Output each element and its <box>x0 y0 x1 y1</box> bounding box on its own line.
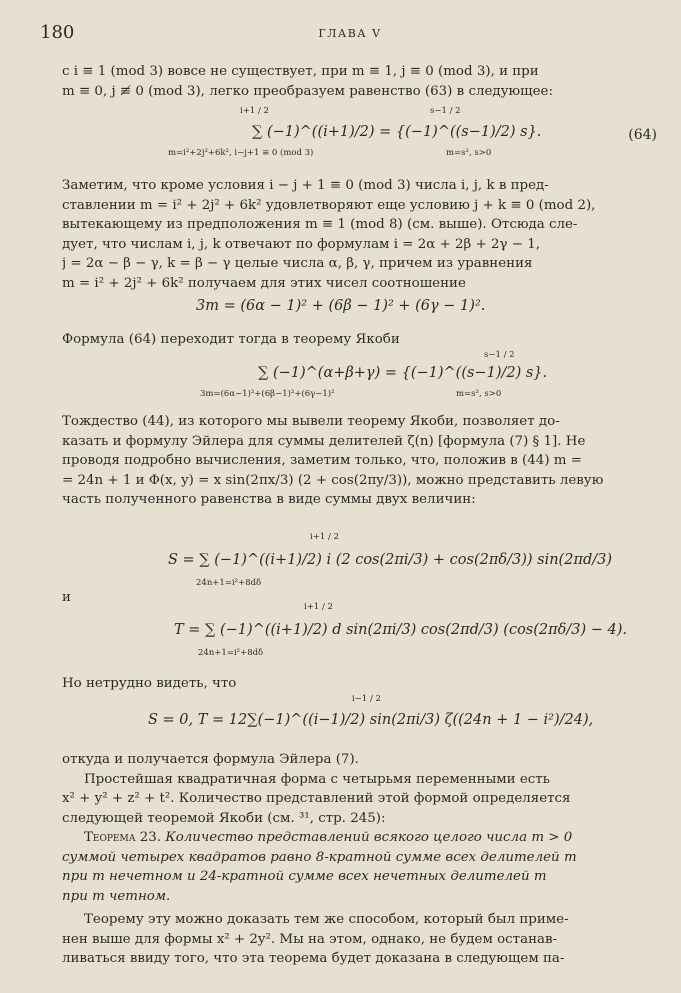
formula-s-sum-condition: 24n+1=i²+8dδ <box>196 578 262 588</box>
text-line: с i ≡ 1 (mod 3) вовсе не существует, при m ≡ 1, j ≡ 0 (mod 3), и при <box>62 64 539 79</box>
theorem-text-line: суммой четырех квадратов равно 8-кратной сумме всех делителей m <box>62 849 577 865</box>
text-line: нен выше для формы x² + 2y². Мы на этом, однако, не будем останав- <box>62 931 558 947</box>
text-line: дует, что числам i, j, k отвечают по формулам i = 2α + 2β + 2γ − 1, <box>62 236 541 252</box>
formula-64-sum-condition: m=i²+2j²+6k², i−j+1 ≡ 0 (mod 3) <box>168 148 314 158</box>
theorem-label: Теорема 23. <box>84 830 162 845</box>
chapter-title: ГЛАВА V <box>318 27 382 40</box>
text-line: вытекающему из предположения m ≡ 1 (mod 8) (см. выше). Отсюда сле- <box>62 217 578 233</box>
text-line: Заметим, что кроме условия i − j + 1 ≡ 0 (mod 3) числа i, j, k в пред- <box>62 178 549 193</box>
text-line: ставлении m = i² + 2j² + 6k² удовлетворяют еще условию j + k ≡ 0 (mod 2), <box>62 197 596 213</box>
text-line: m ≡ 0, j ≢ 0 (mod 3), легко преобразуем равенство (63) в следующее: <box>62 83 553 99</box>
paragraph-3: Формула (64) переходит тогда в теорему Якоби <box>62 332 400 347</box>
theorem-23 <box>62 828 658 906</box>
formula-t-exponent: i+1 / 2 <box>304 602 333 612</box>
jacobi-formula-exponent: s−1 / 2 <box>484 350 515 360</box>
text-line: j = 2α − β − γ, k = β − γ целые числа α, β, γ, причем из уравнения <box>62 256 533 272</box>
text-line: Тождество (44), из которого мы вывели теорему Якоби, позволяет до- <box>62 414 560 429</box>
paragraph-4 <box>62 412 658 510</box>
text-line: x² + y² + z² + t². Количество представлений этой формой определяется <box>62 791 571 807</box>
theorem-text-line: при m четном. <box>62 888 171 904</box>
text-line: откуда и получается формула Эйлера (7). <box>62 752 359 767</box>
formula-s: S = ∑ (−1)^((i+1)/2) i (2 cos(2πi/3) + cos(2πδ/3)) sin(2πd/3) <box>168 552 613 568</box>
paragraph-5: Но нетрудно видеть, что <box>62 676 237 691</box>
formula-3m: 3m = (6α − 1)² + (6β − 1)² + (6γ − 1)². <box>196 298 486 314</box>
text-line: = 24n + 1 и Φ(x, y) = x sin(2πx/3) (2 + cos(2πy/3)), можно представить левую <box>62 472 604 488</box>
formula-st-exponent: i−1 / 2 <box>352 694 381 704</box>
formula-t: T = ∑ (−1)^((i+1)/2) d sin(2πi/3) cos(2πd/3) (cos(2πδ/3) − 4). <box>174 622 628 638</box>
text-line: ливаться ввиду того, что эта теорема будет доказана в следующем па- <box>62 951 565 967</box>
text-line: проводя подробно вычисления, заметим только, что, положив в (44) m = <box>62 453 582 469</box>
theorem-text-line: при m нечетном и 24-кратной сумме всех нечетных делителей m <box>62 869 547 885</box>
paragraph-7 <box>62 910 658 969</box>
text-line: часть полученного равенства в виде суммы двух величин: <box>62 492 476 508</box>
formula-s-exponent: i+1 / 2 <box>310 532 339 542</box>
formula-64-exponent-right: s−1 / 2 <box>430 106 461 116</box>
text-line: казать и формулу Эйлера для суммы делителей ζ(n) [формула (7) § 1]. Не <box>62 433 586 449</box>
formula-64: ∑ (−1)^((i+1)/2) = {(−1)^((s−1)/2) s}. <box>252 124 542 140</box>
paragraph-6 <box>62 750 658 828</box>
paragraph-1 <box>62 62 658 101</box>
theorem-text-line: Количество представлений всякого целого числа m > 0 <box>165 830 573 845</box>
equation-number-64: (64) <box>628 127 657 143</box>
running-header <box>40 22 660 46</box>
jacobi-formula-sum-condition: 3m=(6α−1)²+(6β−1)²+(6γ−1)² <box>200 389 335 399</box>
page-number: 180 <box>40 22 75 43</box>
text-line: m = i² + 2j² + 6k² получаем для этих чисел соотношение <box>62 275 466 291</box>
formula-st: S = 0, T = 12∑(−1)^((i−1)/2) sin(2πi/3) ζ((24n + 1 − i²)/24), <box>148 712 594 728</box>
text-line: Теорему эту можно доказать тем же способом, который был приме- <box>84 912 569 927</box>
jacobi-formula: ∑ (−1)^(α+β+γ) = {(−1)^((s−1)/2) s}. <box>258 365 548 381</box>
jacobi-formula-right-condition: m=s², s>0 <box>456 389 502 399</box>
formula-64-exponent-left: i+1 / 2 <box>240 106 269 116</box>
paragraph-2 <box>62 176 658 294</box>
formula-64-right-condition: m=s², s>0 <box>446 148 492 158</box>
text-line: Простейшая квадратичная форма с четырьмя переменными есть <box>84 771 550 787</box>
formula-t-sum-condition: 24n+1=i²+8dδ <box>198 648 264 658</box>
text-line: следующей теоремой Якоби (см. ³¹, стр. 245): <box>62 810 386 826</box>
conjunction-and: и <box>62 590 71 605</box>
